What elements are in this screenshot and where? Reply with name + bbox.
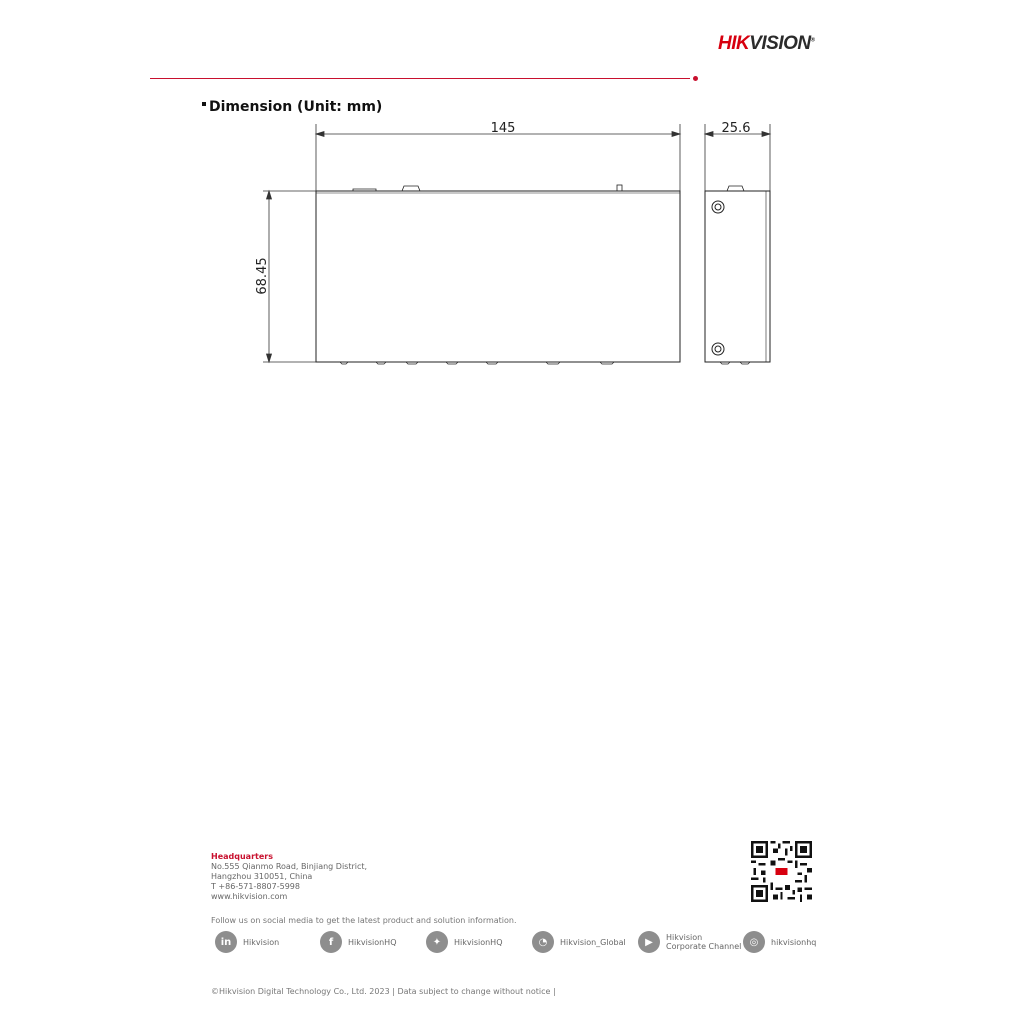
dimension-drawing [0, 0, 1024, 420]
social-label: hikvisionhq [771, 937, 817, 947]
qr-code [751, 841, 812, 902]
width-dimension [316, 124, 680, 362]
hq-title: Headquarters [211, 852, 273, 861]
logo-vision-text: VISION [749, 33, 811, 54]
wechat-icon: ◔ [532, 931, 554, 953]
linkedin-icon: in [215, 931, 237, 953]
front-view [316, 185, 680, 364]
width-label: 145 [490, 121, 516, 136]
social-instagram[interactable] [743, 931, 816, 953]
youtube-icon: ▶ [638, 931, 660, 953]
phone-number: T +86-571-8807-5998 [211, 882, 300, 891]
address-line-2: Hangzhou 310051, China [211, 872, 313, 881]
address-line-1: No.555 Qianmo Road, Binjiang District, [211, 862, 368, 871]
social-facebook[interactable] [320, 931, 397, 953]
instagram-icon: ◎ [743, 931, 765, 953]
social-label: HikvisionHQ [454, 937, 503, 947]
social-label: Hikvision_Global [560, 937, 626, 947]
follow-text: Follow us on social media to get the latest product and solution information. [211, 916, 517, 925]
social-youtube[interactable] [638, 931, 741, 953]
social-linkedin[interactable] [215, 931, 279, 953]
copyright-text: ©Hikvision Digital Technology Co., Ltd. 2023 | Data subject to change without notice | [211, 987, 556, 996]
side-view [705, 186, 770, 364]
facebook-icon: f [320, 931, 342, 953]
twitter-icon: ✦ [426, 931, 448, 953]
social-label-2: Corporate Channel [666, 942, 742, 951]
social-label: Hikvision [666, 933, 703, 942]
social-label: Hikvision [243, 937, 280, 947]
height-label: 68.45 [255, 257, 270, 295]
depth-label: 25.6 [721, 121, 751, 136]
logo-reg-mark: ® [810, 37, 815, 44]
social-wechat[interactable] [532, 931, 626, 953]
website-link[interactable]: www.hikvision.com [211, 892, 288, 901]
social-label: HikvisionHQ [348, 937, 397, 947]
height-dimension [263, 191, 316, 362]
social-twitter[interactable] [426, 931, 503, 953]
footer-address [211, 852, 367, 902]
section-heading-text: Dimension (Unit: mm) [209, 99, 383, 115]
logo-hik-text: HIK [718, 33, 750, 54]
